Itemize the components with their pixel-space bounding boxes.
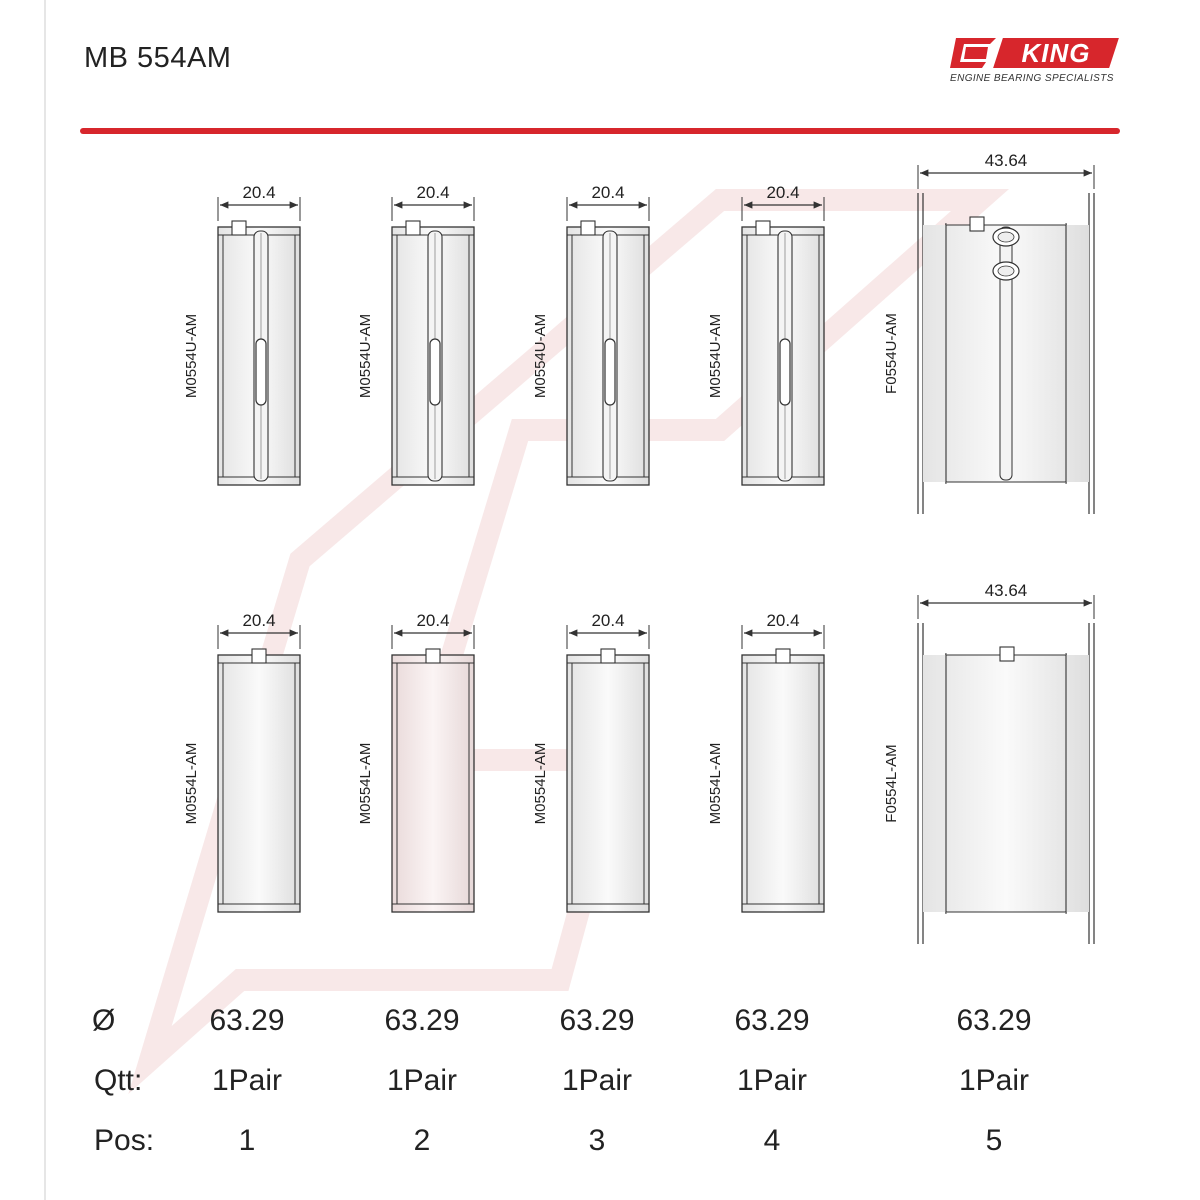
bearing-shell-upper [183, 183, 300, 485]
thrust-flange-right [1089, 193, 1094, 514]
part-number-label: M0554L-AM [532, 742, 549, 825]
part-number-label: F0554U-AM [883, 313, 900, 394]
locating-tab [252, 649, 266, 663]
page-title: MB 554AM [84, 42, 232, 74]
thrust-flange-left [918, 623, 923, 944]
qty-value: 1Pair [386, 1064, 458, 1097]
dimension-label: 43.64 [984, 581, 1028, 600]
dimension-label: 20.4 [416, 183, 450, 202]
qty-value: 1Pair [736, 1064, 808, 1097]
part-number-label: M0554L-AM [183, 742, 200, 825]
qty-label: Qtt: [94, 1064, 143, 1097]
bearing-shell-body [392, 655, 474, 912]
part-number-label: M0554U-AM [183, 313, 200, 399]
oil-hole-inner [998, 266, 1014, 276]
locating-tab [1000, 647, 1014, 661]
thrust-flange-right [1089, 623, 1094, 944]
oil-hole-slot [780, 339, 790, 405]
dimension-label: 20.4 [591, 183, 625, 202]
part-number-label: M0554U-AM [532, 313, 549, 399]
king-logo-tagline: ENGINE BEARING SPECIALISTS [950, 73, 1114, 84]
oil-hole-slot [430, 339, 440, 405]
pos-value: 5 [985, 1124, 1003, 1157]
oil-hole-slot [256, 339, 266, 405]
dimension-label: 20.4 [591, 611, 625, 630]
bearing-shell-body [742, 655, 824, 912]
dimension-label: 20.4 [766, 183, 800, 202]
part-number-label: F0554L-AM [883, 744, 900, 823]
locating-tab [426, 649, 440, 663]
pos-value: 1 [238, 1124, 256, 1157]
dimension-label: 20.4 [766, 611, 800, 630]
locating-tab [581, 221, 595, 235]
diameter-value: 63.29 [559, 1004, 635, 1037]
oil-hole-slot [605, 339, 615, 405]
dimension-label: 20.4 [242, 611, 276, 630]
locating-tab [970, 217, 984, 231]
bearing-shell-body [923, 655, 1089, 912]
part-number-label: M0554L-AM [707, 742, 724, 825]
part-number-label: M0554U-AM [357, 313, 374, 399]
king-logo-word: KING [993, 38, 1119, 68]
locating-tab [232, 221, 246, 235]
locating-tab [756, 221, 770, 235]
qty-value: 1Pair [211, 1064, 283, 1097]
bearing-shell-body [218, 655, 300, 912]
oil-hole-inner [998, 232, 1014, 242]
locating-tab [601, 649, 615, 663]
part-number-label: M0554L-AM [357, 742, 374, 825]
bearing-shell-lower [883, 581, 1094, 944]
diameter-value: 63.29 [384, 1004, 460, 1037]
pos-value: 3 [588, 1124, 606, 1157]
dimension-label: 20.4 [416, 611, 450, 630]
diameter-value: 63.29 [209, 1004, 285, 1037]
pos-label: Pos: [94, 1124, 155, 1157]
diameter-value: 63.29 [956, 1004, 1032, 1037]
dimension-label: 43.64 [984, 151, 1028, 170]
part-number-label: M0554U-AM [707, 313, 724, 399]
locating-tab [776, 649, 790, 663]
qty-value: 1Pair [958, 1064, 1030, 1097]
qty-value: 1Pair [561, 1064, 633, 1097]
lower-shell-row [183, 581, 1094, 944]
diameter-label: Ø [92, 1004, 116, 1037]
pos-value: 2 [413, 1124, 431, 1157]
pos-value: 4 [763, 1124, 781, 1157]
diameter-value: 63.29 [734, 1004, 810, 1037]
locating-tab [406, 221, 420, 235]
bearing-shell-lower [707, 611, 824, 912]
dimension-label: 20.4 [242, 183, 276, 202]
bearing-shell-upper [357, 183, 474, 485]
bearing-shell-lower [357, 611, 474, 912]
bearing-shell-body [567, 655, 649, 912]
